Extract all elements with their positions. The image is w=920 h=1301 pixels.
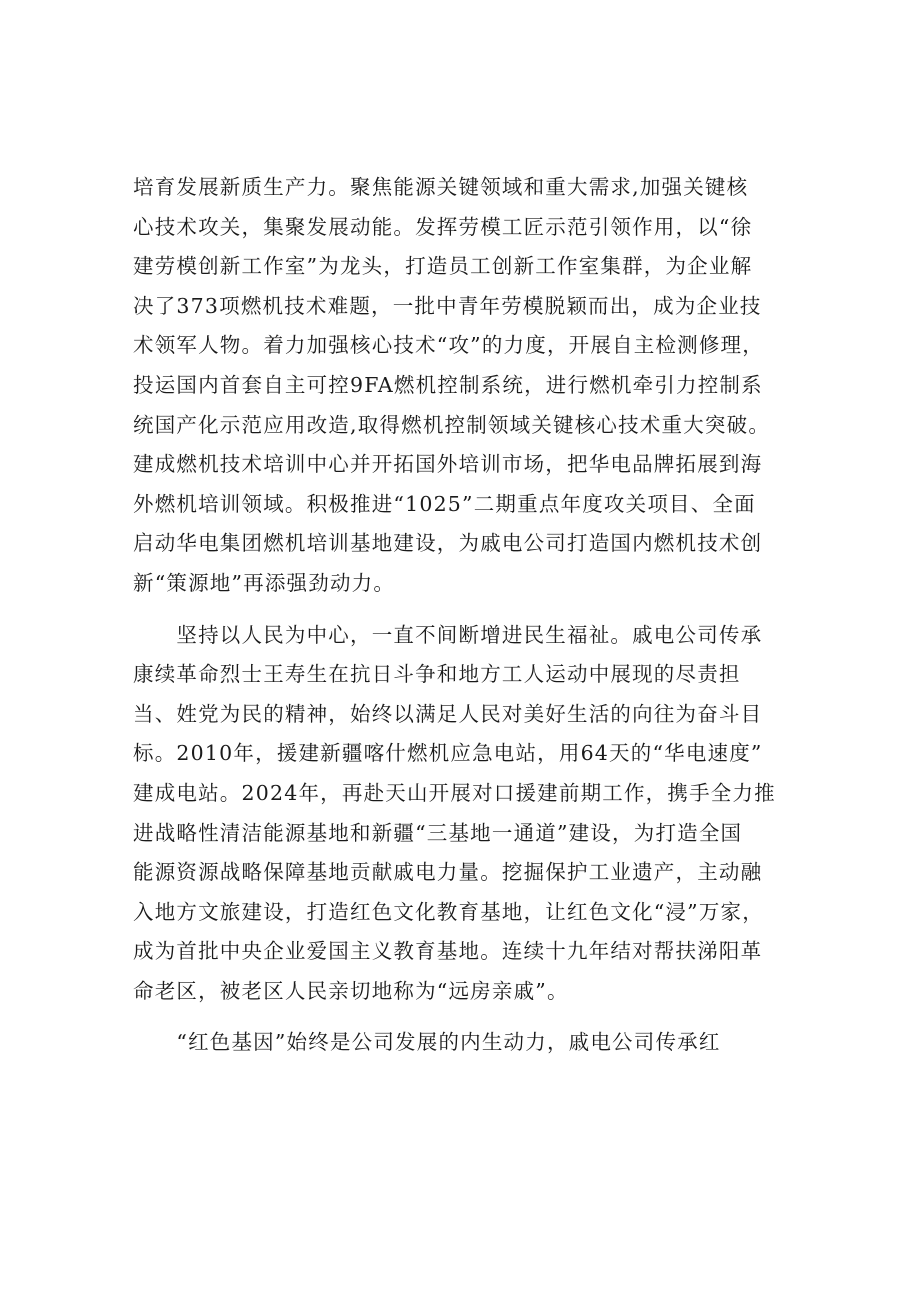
text-line: 康续革命烈士王寿生在抗日斗争和地方工人运动中展现的尽责担 bbox=[133, 662, 741, 687]
text-line: 命老区，被老区人民亲切地称为“远房亲戚”。 bbox=[133, 978, 569, 1003]
text-line: 投运国内首套自主可控9FA燃机控制系统，进行燃机牵引力控制系 bbox=[133, 372, 763, 397]
text-line: 能源资源战略保障基地贡献戚电力量。挖掘保护工业遗产，主动融 bbox=[133, 860, 763, 885]
text-line: 当、姓党为民的精神，始终以满足人民对美好生活的向往为奋斗目 bbox=[133, 701, 763, 726]
text-line: 外燃机培训领域。积极推进“1025”二期重点年度攻关项目、全面 bbox=[133, 491, 756, 516]
text-line: 入地方文旅建设，打造红色文化教育基地，让红色文化“浸”万家， bbox=[133, 899, 764, 924]
text-line: 心技术攻关，集聚发展动能。发挥劳模工匠示范引领作用，以“徐 bbox=[133, 214, 753, 239]
text-line: 进战略性清洁能源基地和新疆“三基地一通道”建设，为打造全国 bbox=[133, 820, 743, 845]
text-line: “红色基因”始终是公司发展的内生动力，戚电公司传承红 bbox=[133, 1030, 721, 1055]
body-text bbox=[133, 168, 805, 1063]
text-line: 统国产化示范应用改造,取得燃机控制领域关键核心技术重大突破。 bbox=[133, 412, 771, 437]
paragraph-1 bbox=[133, 168, 805, 604]
text-line: 决了373项燃机技术难题，一批中青年劳模脱颖而出，成为企业技 bbox=[133, 293, 762, 318]
text-line: 培育发展新质生产力。聚焦能源关键领域和重大需求,加强关键核 bbox=[133, 175, 749, 199]
text-line: 建成电站。2024年，再赴天山开展对口援建前期工作，携手全力推 bbox=[133, 780, 776, 805]
text-line: 建劳模创新工作室”为龙头，打造员工创新工作室集群，为企业解 bbox=[133, 254, 753, 279]
paragraph-2 bbox=[133, 616, 805, 1012]
text-line: 标。2010年，援建新疆喀什燃机应急电站，用64天的“华电速度” bbox=[133, 741, 763, 766]
paragraph-3 bbox=[133, 1023, 805, 1063]
text-line: 启动华电集团燃机培训基地建设，为戚电公司打造国内燃机技术创 bbox=[133, 531, 763, 556]
text-line: 坚持以人民为中心，一直不间断增进民生福祉。戚电公司传承 bbox=[133, 622, 763, 647]
text-line: 成为首批中央企业爱国主义教育基地。连续十九年结对帮扶涕阳革 bbox=[133, 939, 763, 964]
text-line: 建成燃机技术培训中心并开拓国外培训市场，把华电品牌拓展到海 bbox=[133, 452, 763, 477]
text-line: 新“策源地”再添强劲动力。 bbox=[133, 570, 396, 595]
text-line: 术领军人物。着力加强核心技术“攻”的力度，开展自主检测修理， bbox=[133, 333, 764, 358]
